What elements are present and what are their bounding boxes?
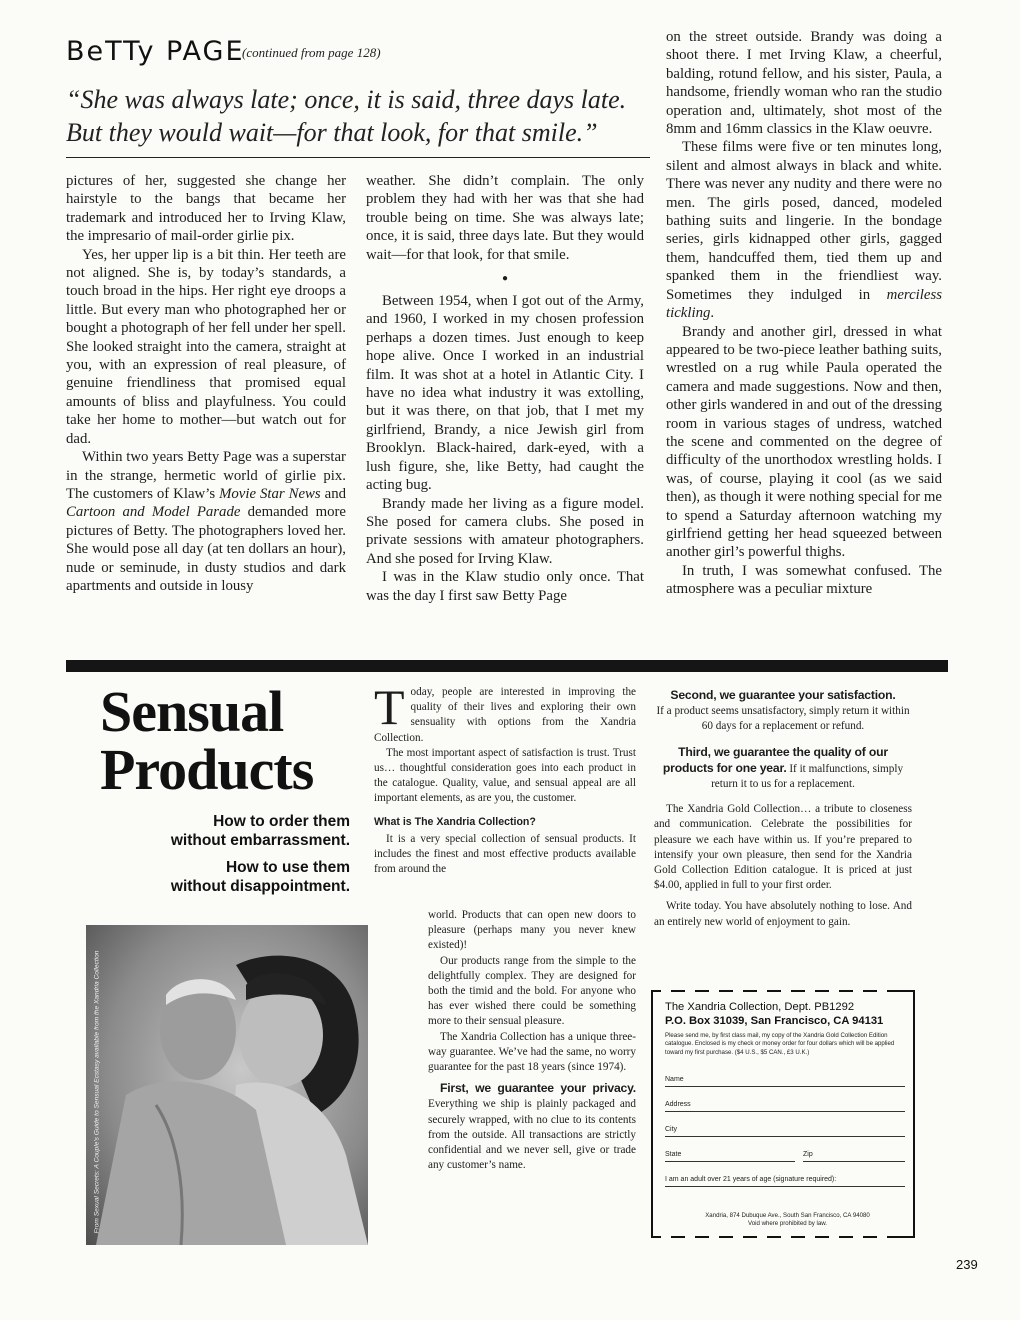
paragraph: In truth, I was somewhat confused. The atmosphere was a peculiar mixture [666, 562, 942, 598]
paragraph: world. Products that can open new doors to pleasure (perhaps many you never knew existed)! [428, 909, 636, 952]
paragraph: I was in the Klaw studio only once. That was the day I first saw Betty Page [366, 569, 644, 604]
zip-field[interactable]: Zip [803, 1151, 905, 1162]
ad-headline: Sensual Products [100, 679, 314, 802]
coupon-address-block: The Xandria Collection, Dept. PB1292 P.O. Box 31039, San Francisco, CA 94131 [665, 1001, 884, 1027]
ad-body-column-2-bottom [428, 908, 636, 1173]
ad-intro: Today, people are interested in improving the quality of their lives and exploring their own sensuality with options from the Xandria Collection. [374, 679, 636, 744]
state-field[interactable]: State [665, 1151, 795, 1162]
ad-section-heading: What is The Xandria Collection? [374, 815, 536, 828]
paragraph: Write today. You have absolutely nothing to lose. And an entirely new world of enjoyment to gain. [654, 900, 912, 928]
pull-quote-line-1: “She was always late; once, it is said, three days late. [66, 85, 627, 114]
paragraph: Brandy made her living as a figure model. She posed for camera clubs. She posed in private sessions with amateur photographers. And she posed for Irving Klaw. [366, 495, 644, 567]
continued-note: (continued from page 128) [242, 45, 381, 60]
pull-quote [66, 83, 650, 149]
magazine-title: Cartoon and Model Parade [66, 504, 241, 521]
page-number: 239 [956, 1257, 978, 1272]
guarantee-privacy: First, we guarantee your privacy. Everything we ship is plainly packaged and securely wrapped, with no clue to its contents from the outside. All transactions are strictly confidential and we never sell, give or trade any customer’s name. [428, 1081, 636, 1172]
guarantee-satisfaction: Second, we guarantee your satisfaction. If a product seems unsatisfactory, simply return it within 60 days for a replacement or refund. [656, 688, 910, 733]
drop-cap: T [374, 679, 405, 735]
divider-rule [66, 157, 650, 158]
paragraph: Our products range from the simple to the delightfully complex. They are designed for both the timid and the bold. For anyone who has ever wished there could be something more to their sensual pleasure. [428, 954, 636, 1028]
article-column-2 [366, 172, 644, 605]
pull-quote-line-2: But they would wait—for that look, for that smile.” [66, 118, 598, 147]
paragraph: pictures of her, suggested she change her hairstyle to the bangs that became her trademark and introduced her to Irving Klaw, the impresario of mail-order girlie pix. [66, 173, 346, 245]
running-head-title: BeTTy PAGE [66, 36, 245, 67]
guarantee-quality: Third, we guarantee the quality of our products for one year. If it malfunctions, simply return it to us for a replacement. [662, 744, 904, 791]
couple-photo-illustration [86, 925, 368, 1245]
name-field[interactable]: Name [665, 1076, 905, 1087]
ad-top-bar [66, 660, 948, 672]
magazine-title: Movie Star News [219, 485, 321, 502]
paragraph: The Xandria Gold Collection… a tribute to closeness and communication. Celebrate the possibilities for pleasure we each have within us. If you’re prepared to intensify your own pleasure, then send for the Xandria Gold Collection Edition catalogue. It is priced at just $4.00, applied in full to your first order. [654, 803, 912, 892]
paragraph: These films were five or ten minutes long, silent and almost always in black and white. There was never any nudity and there were no men. The girls posed, danced, modeled bathing suits and lingerie. In the bondage series, girls kidnapped other girls, gagged them, handcuffed them, tied them up and spanked them in the friendliest way. Sometimes they indulged in merciless tickling. [666, 139, 942, 322]
paragraph: on the street outside. Brandy was doing a shoot there. I met Irving Klaw, a cheerful, balding, rotund fellow, and his sister, Paula, a handsome, friendly woman who ran the studio operation and, ultimately, shot most of the 8mm and 16mm classics in the Klaw oeuvre. [666, 29, 942, 138]
paragraph: weather. She didn’t complain. The only problem they had with her was that she had trouble being on time. She was always late; once, it is said, three days late. But they would wait—for that look, for that smile. [366, 173, 644, 263]
section-bullet: ● [501, 273, 509, 285]
paragraph: Yes, her upper lip is a bit thin. Her teeth are not aligned. She is, by today’s standards, a touch broad in the hips. Her right eye droops a little. But every man who photographed her or bought a photograph of her fell under her spell. She looked straight into the camera, straight at you, with an expression of real pleasure, of genuine friendliness that promised equal amounts of bliss and playfulness. You could take her home to mother—but watch out for dad. [66, 246, 346, 447]
paragraph: The most important aspect of satisfaction is trust. Trust us… thoughtful consideration goes into each product in the catalogue. Quality, value, and sensual appeal are all important elements, as are you, the customer. [374, 746, 636, 805]
paragraph: Within two years Betty Page was a superstar in the strange, hermetic world of girlie pix. The customers of Klaw’s Movie Star News and Cartoon and Model Parade demanded more pictures of Betty. The photographers loved her. She would pose all day (at ten dollars an hour), nude or seminude, in dusty studios and dark apartments and outside in lousy [66, 449, 346, 594]
article-column-1 [66, 172, 346, 595]
address-field[interactable]: Address [665, 1101, 905, 1112]
ad-body-column-2-top [374, 679, 636, 877]
signature-field[interactable]: I am an adult over 21 years of age (signature required): [665, 1176, 905, 1187]
paragraph: Brandy and another girl, dressed in what appeared to be two-piece leather bathing suits, wrestled on a rug while Paula operated the camera and made suggestions. Now and then, other girls wandered in and out of the dressing room in various stages of undress, watched the scene and commented on the degree of difficulty of the unorthodox wrestling holds. I was, of course, playing it cool (as we said then), as though it were nothing special for me to spend a Saturday afternoon watching my girlfriend getting her head squeezed between another girl’s powerful thighs. [666, 323, 942, 561]
ad-body-column-3 [654, 688, 912, 930]
order-coupon [651, 990, 915, 1238]
ad-subheadline-use: How to use them without disappointment. [170, 859, 350, 895]
article-column-3 [666, 28, 942, 599]
paragraph: It is a very special collection of sensual products. It includes the finest and most effective products available from around the [374, 832, 636, 876]
italic-phrase: merciless tickling [666, 286, 942, 322]
ad-subheadline-order: How to order them without embarrassment. [170, 813, 350, 849]
city-field[interactable]: City [665, 1126, 905, 1137]
paragraph: The Xandria Collection has a unique three-way guarantee. We’ve had the same, no worry guarantee for the past 18 years (since 1974). [428, 1030, 636, 1074]
coupon-order-text: Please send me, by first class mail, my copy of the Xandria Gold Collection Edition catalogue. Enclosed is my check or money order for four dollars which will be applied toward my first purchase. ($4 U.S., $5 CAN., £3 U.K.) [665, 1032, 895, 1056]
coupon-footer: Xandria, 874 Dubuque Ave., South San Francisco, CA 94080 Void where prohibited by law. [705, 1212, 870, 1228]
photo-credit: From Sexual Secrets: A Couple's Guide to Sensual Ecstasy available from the Xandria Collection [93, 950, 101, 1234]
paragraph: Between 1954, when I got out of the Army, and 1960, I worked in my chosen profession perhaps a dozen times. Just enough to keep hope alive. Once I worked in an industrial film. It was shot at a hotel in Atlantic City. I have no idea what industry it was extolling, but it was there, on that job, that I met my girlfriend, Brandy, a nice Jewish girl from Brooklyn. Black-haired, dark-eyed, with a lush figure, she, like Betty, had caught the acting bug. [366, 293, 644, 494]
couple-photo [86, 925, 368, 1245]
